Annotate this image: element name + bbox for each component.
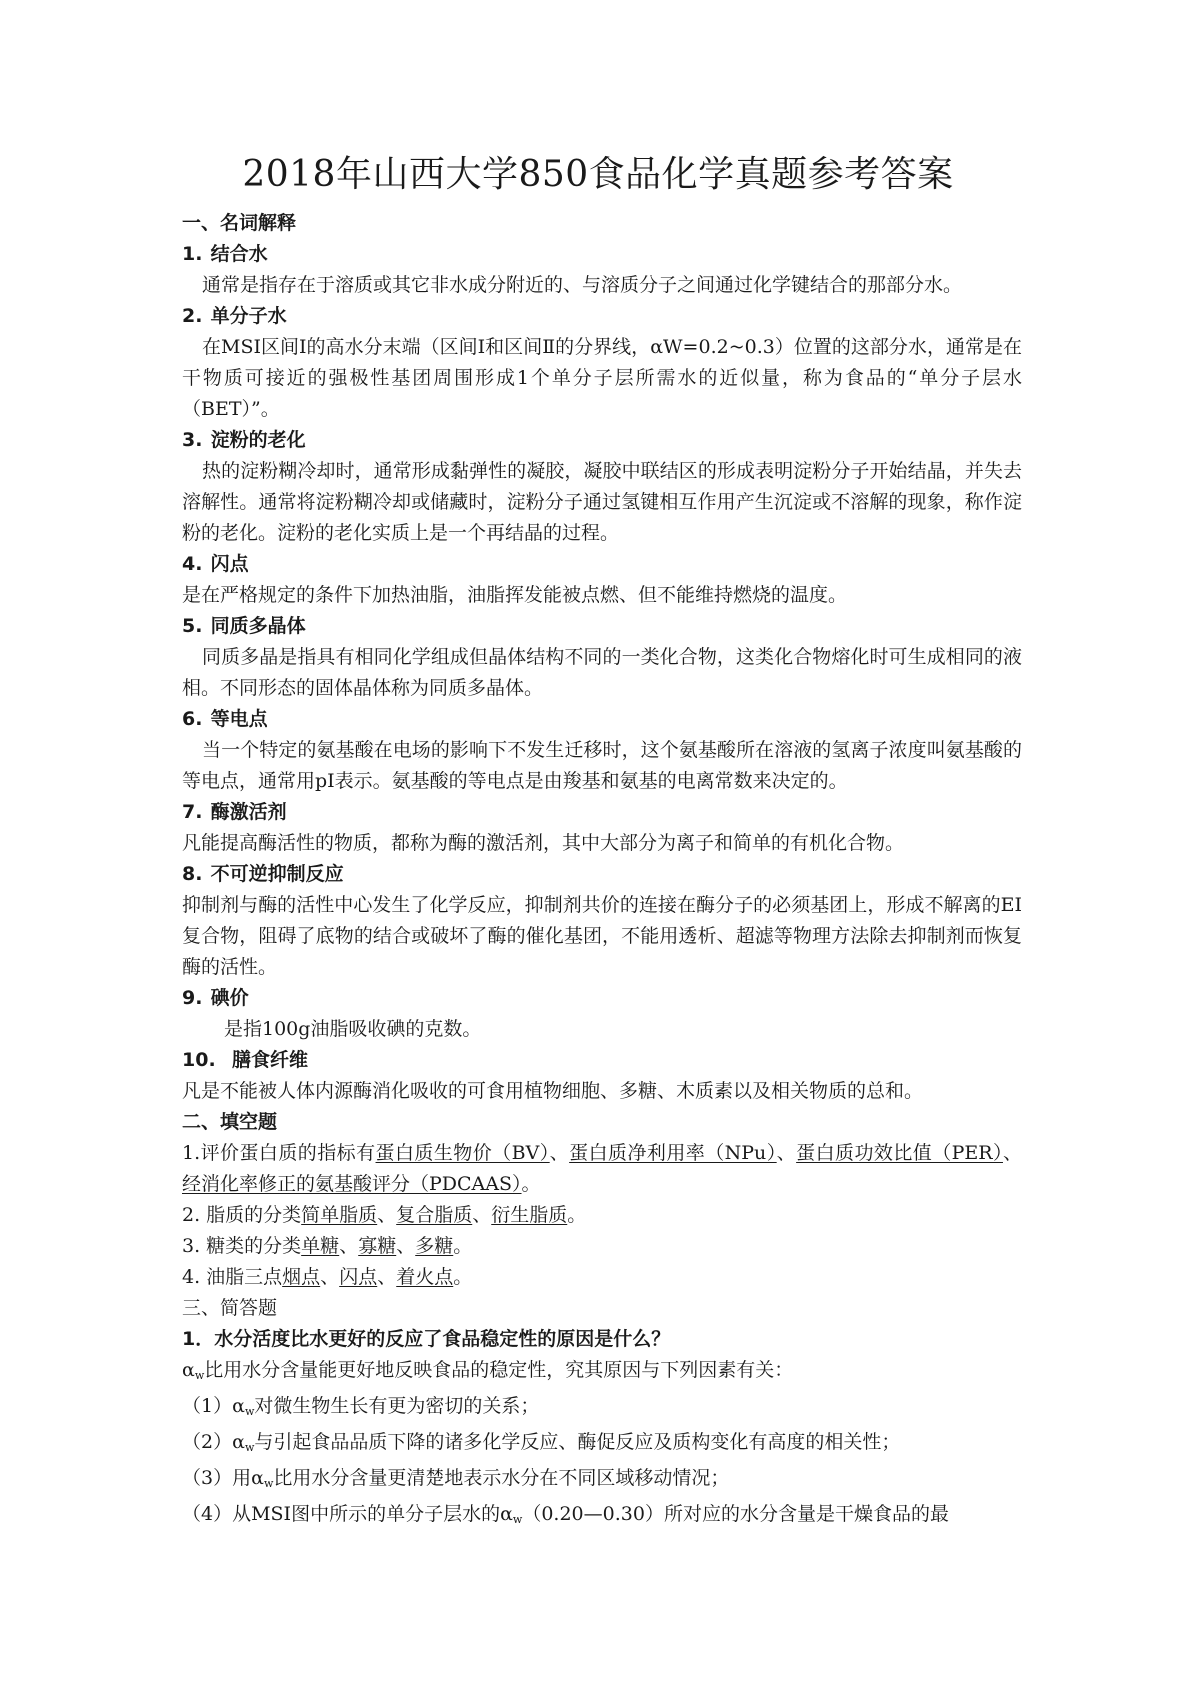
answer-item-1: $(1)\alpha_w$对微生物生长有更为密切的关系； — [182, 1395, 540, 1418]
section-heading-terms: 一、名词解释 — [182, 212, 297, 234]
document-page — [182, 140, 1022, 1535]
term-definition: 通常是指存在于溶质或其它非水成分附近的、与溶质分子之间通过化学键结合的那部分水。 — [202, 274, 963, 296]
term-definition: 凡能提高酶活性的物质，都称为酶的激活剂，其中大部分为离子和简单的有机化合物。 — [182, 832, 905, 854]
term-heading: 4. 闪点 — [182, 553, 249, 575]
answer-intro: $\alpha_w$比用水分含量能更好地反映食品的稳定性，究其原因与下列因素有关： — [182, 1359, 794, 1382]
answer-item-4: （4）从MSI图中所示的单分子层水的$\alpha_w(0.20—0.30)$所对应的水分含量是干燥食品的最 — [182, 1503, 949, 1526]
fill-question-1: 1.评价蛋白质的指标有蛋白质生物价（BV）、蛋白质净利用率（NPu）、蛋白质功效比值（PER）、经消化率修正的氨基酸评分（PDCAAS）。 — [182, 1142, 1022, 1195]
fill-answer: 简单脂质 — [301, 1204, 378, 1226]
fill-answer: 复合脂质 — [396, 1204, 473, 1226]
term-definition: 在MSI区间Ⅰ的高水分末端（区间Ⅰ和区间Ⅱ的分界线，αW=0.2~0.3）位置的这部分水，通常是在干物质可接近的强极性基团周围形成1个单分子层所需水的近似量，称为食品的“单分子层水（BET）”。 — [182, 336, 1022, 420]
term-heading: 3. 淀粉的老化 — [182, 429, 306, 451]
term-definition: 抑制剂与酶的活性中心发生了化学反应，抑制剂共价的连接在酶分子的必须基团上，形成不解离的EI复合物，阻碍了底物的结合或破坏了酶的催化基团，不能用透析、超滤等物理方法除去抑制剂而恢复酶的活性。 — [182, 894, 1022, 978]
term-heading: 8. 不可逆抑制反应 — [182, 863, 344, 885]
fill-question-2: 2. 脂质的分类简单脂质、复合脂质、衍生脂质。 — [182, 1204, 587, 1226]
fill-answer: 着火点 — [396, 1266, 454, 1288]
fill-answer: 多糖 — [415, 1235, 454, 1257]
term-heading: 2. 单分子水 — [182, 305, 287, 327]
section-heading-fill: 二、填空题 — [182, 1111, 278, 1133]
term-definition: 当一个特定的氨基酸在电场的影响下不发生迁移时，这个氨基酸所在溶液的氢离子浓度叫氨基酸的等电点，通常用pI表示。氨基酸的等电点是由羧基和氨基的电离常数来决定的。 — [182, 739, 1022, 792]
fill-answer: 蛋白质净利用率（NPu） — [569, 1142, 777, 1164]
answer-item-2: $(2)\alpha_w$与引起食品品质下降的诸多化学反应、酶促反应及质构变化有高度的相关性； — [182, 1431, 901, 1454]
section-heading-short-answer: 三、简答题 — [182, 1297, 278, 1319]
term-heading: 10. 膳食纤维 — [182, 1049, 309, 1071]
fill-question-4: 4. 油脂三点烟点、闪点、着火点。 — [182, 1266, 473, 1288]
fill-answer: 单糖 — [301, 1235, 340, 1257]
document-title: 2018年山西大学850食品化学真题参考答案 — [242, 154, 954, 195]
term-definition: 同质多晶是指具有相同化学组成但晶体结构不同的一类化合物，这类化合物熔化时可生成相同的液相。不同形态的固体晶体称为同质多晶体。 — [182, 646, 1022, 699]
fill-answer: 经消化率修正的氨基酸评分（PDCAAS） — [182, 1173, 522, 1195]
fill-answer: 蛋白质功效比值（PER） — [796, 1142, 1003, 1164]
short-answer-question: 1．水分活度比水更好的反应了食品稳定性的原因是什么？ — [182, 1328, 671, 1350]
term-heading: 7. 酶激活剂 — [182, 801, 287, 823]
fill-question-3: 3. 糖类的分类单糖、寡糖、多糖。 — [182, 1235, 473, 1257]
term-heading: 5. 同质多晶体 — [182, 615, 306, 637]
term-definition: 热的淀粉糊冷却时，通常形成黏弹性的凝胶，凝胶中联结区的形成表明淀粉分子开始结晶，并失去溶解性。通常将淀粉糊冷却或储藏时，淀粉分子通过氢键相互作用产生沉淀或不溶解的现象，称作淀粉的老化。淀粉的老化实质上是一个再结晶的过程。 — [182, 460, 1022, 544]
answer-item-3: （3）用$\alpha_w$比用水分含量更清楚地表示水分在不同区域移动情况； — [182, 1467, 730, 1490]
term-heading: 6. 等电点 — [182, 708, 268, 730]
fill-answer: 寡糖 — [358, 1235, 397, 1257]
term-heading: 9. 碘价 — [182, 987, 249, 1009]
fill-answer: 蛋白质生物价（BV） — [375, 1142, 550, 1164]
term-definition: 是在严格规定的条件下加热油脂，油脂挥发能被点燃、但不能维持燃烧的温度。 — [182, 584, 848, 606]
term-definition: 是指100g油脂吸收碘的克数。 — [224, 1018, 482, 1040]
fill-answer: 闪点 — [339, 1266, 378, 1288]
fill-answer: 烟点 — [282, 1266, 321, 1288]
term-definition: 凡是不能被人体内源酶消化吸收的可食用植物细胞、多糖、木质素以及相关物质的总和。 — [182, 1080, 924, 1102]
term-heading: 1. 结合水 — [182, 243, 268, 265]
fill-answer: 衍生脂质 — [491, 1204, 568, 1226]
